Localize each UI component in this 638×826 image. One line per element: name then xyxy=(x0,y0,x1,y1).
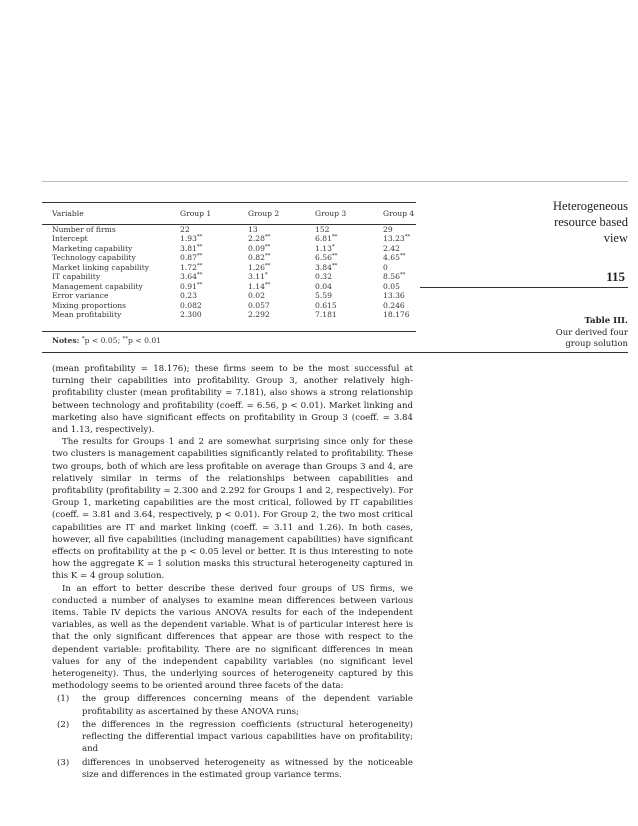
cell-value: 1.93 xyxy=(180,234,197,243)
notes-text-2: p < 0.01 xyxy=(128,336,162,345)
running-head-line-3: view xyxy=(603,231,628,245)
cell-group-2 xyxy=(248,282,315,292)
cell-group-2 xyxy=(248,301,315,311)
row-label: Error variance xyxy=(52,291,109,300)
margin-rule xyxy=(420,287,628,288)
cell-group-2 xyxy=(248,234,315,244)
cell-value: 3.81 xyxy=(180,243,197,253)
cell-value: 1.26 xyxy=(248,262,265,272)
cell-value: 1.13 xyxy=(315,243,332,253)
notes-text-1: p < 0.05; xyxy=(84,336,123,345)
row-label: Technology capability xyxy=(52,253,136,262)
table-row xyxy=(52,234,421,244)
cell-group-4 xyxy=(383,244,421,254)
list-item-number: (2) xyxy=(57,719,70,730)
cell-value: 13.36 xyxy=(383,291,405,300)
page-number: 115 xyxy=(606,269,625,284)
cell-value: 1.14 xyxy=(248,281,265,291)
table-row xyxy=(52,291,421,301)
cell-value: 18.176 xyxy=(383,310,410,319)
cell-value: 0.87 xyxy=(180,253,197,262)
cell-group-2 xyxy=(248,263,315,273)
cell-group-2 xyxy=(248,244,315,254)
row-label: Market linking capability xyxy=(52,262,150,272)
table-caption-line-2: group solution xyxy=(565,339,628,349)
list-item-number: (1) xyxy=(57,694,70,705)
body-text xyxy=(52,363,413,781)
significance-marker: ** xyxy=(264,262,271,269)
cell-value: 13.23 xyxy=(383,234,405,243)
cell-value: 7.181 xyxy=(315,310,337,319)
header-group-1: Group 1 xyxy=(180,209,212,218)
cell-group-3 xyxy=(315,282,383,292)
cell-group-3 xyxy=(315,253,383,263)
cell-group-4 xyxy=(383,272,421,282)
significance-marker: ** xyxy=(331,253,338,259)
cell-value: 0.082 xyxy=(180,300,202,310)
cell-value: 8.56 xyxy=(383,272,400,281)
notes-label: Notes: xyxy=(52,336,80,345)
cell-group-2 xyxy=(248,272,315,282)
list-item-text: differences in unobserved heterogeneity as witnessed by the noticeable size and differences in the estimated group variance terms. xyxy=(82,757,413,780)
cell-group-4 xyxy=(383,234,421,244)
table-row xyxy=(52,225,421,235)
cell-group-1 xyxy=(180,282,248,292)
row-label: IT capability xyxy=(52,272,101,281)
significance-marker: ** xyxy=(196,272,203,278)
cell-value: 3.64 xyxy=(180,272,197,281)
cell-group-4 xyxy=(383,291,421,301)
table-row xyxy=(52,263,421,273)
table-body xyxy=(52,225,421,320)
row-label: Management capability xyxy=(52,281,143,291)
paragraph-2: The results for Groups 1 and 2 are somewhat surprising since only for these two clusters is management capabilities significantly related to profitability. These two groups, both of which are less profitable on average than Groups 3 and 4, are relatively similar in terms of the relationships between capabilities and profitability (profitability = 2.300 and 2.292 for Groups 1 and 2, respectively). For Group 1, marketing capabilities are the most critical, followed by IT capabilities (coeff. = 3.81 and 3.64, respectively, p < 0.01). For Group 2, the two most critical capabilities are IT and market linking (coeff. = 3.11 and 1.26). In both cases, however, all five capabilities (including management capabilities) have significant effects on profitability at the p < 0.05 level or better. It is thus interesting to note how the aggregate K = 1 solution masks this structural heterogeneity captured in this K = 4 group solution. xyxy=(52,437,413,582)
list-item-text: the differences in the regression coefficients (structural heterogeneity) reflecting the differential impact various capabilities have on profitability; and xyxy=(82,719,413,755)
cell-value: 0.32 xyxy=(315,272,332,281)
cell-group-4 xyxy=(383,263,421,273)
cell-group-1 xyxy=(180,225,248,235)
significance-marker: ** xyxy=(331,262,338,269)
row-label: Marketing capability xyxy=(52,243,133,253)
cell-value: 0.246 xyxy=(383,300,405,310)
paragraph-1: (mean profitability = 18.176); these firms seem to be the most successful at turning their capabilities into profitability. Group 3, another relatively high-profitability cluster (mean profitability = 7.181), also shows a strong relationship between technology and profitability (coeff. = 6.56, p < 0.01). Market linking and marketing also have significant effects on profitability in Group 3 (coeff. = 3.84 and 1.13, respectively). xyxy=(52,364,413,436)
list-item xyxy=(52,693,413,717)
cell-value: 0.82 xyxy=(248,253,265,262)
list-item xyxy=(52,757,413,781)
table-notes xyxy=(52,336,161,345)
cell-group-4 xyxy=(383,301,421,311)
row-label: Intercept xyxy=(52,234,88,243)
cell-value: 3.84 xyxy=(315,262,332,272)
cell-value: 13 xyxy=(248,224,258,234)
cell-group-1 xyxy=(180,301,248,311)
table-row xyxy=(52,282,421,292)
table-row xyxy=(52,272,421,282)
cell-value: 0 xyxy=(383,262,388,272)
significance-marker: ** xyxy=(196,243,203,250)
paragraph-3: In an effort to better describe these derived four groups of US firms, we conducted a number of analyses to examine mean differences between various items. Table IV depicts the various ANOVA results for each of the independent variables, as well as the dependent variable. What is of particular interest here is that the only significant differences that appear are those with respect to the dependent variable: profitability. There are no significant differences in mean values for any of the independent capability variables (no significant level heterogeneity). Thus, the underlying sources of heterogeneity captured by this methodology seems to be oriented around three facets of the data: xyxy=(52,583,413,692)
cell-group-3 xyxy=(315,225,383,235)
table-bottom-rule xyxy=(42,331,416,332)
significance-marker: ** xyxy=(399,253,406,259)
significance-marker: ** xyxy=(196,253,203,259)
facets-list xyxy=(52,693,413,780)
cell-value: 0.057 xyxy=(248,300,270,310)
row-label: Mean profitability xyxy=(52,310,122,319)
cell-value: 0.02 xyxy=(248,291,265,300)
cell-group-1 xyxy=(180,310,248,320)
cell-group-2 xyxy=(248,253,315,263)
table-row xyxy=(52,253,421,263)
cell-value: 6.81 xyxy=(315,234,332,243)
cell-value: 0.91 xyxy=(180,281,197,291)
table-row xyxy=(52,301,421,311)
significance-marker: ** xyxy=(264,243,271,250)
significance-marker: ** xyxy=(404,234,411,240)
header-group-2: Group 2 xyxy=(248,209,280,218)
cell-group-3 xyxy=(315,272,383,282)
notes-sig-1: * xyxy=(81,336,85,342)
cell-value: 0.23 xyxy=(180,291,197,300)
cell-value: 5.59 xyxy=(315,291,332,300)
cell-group-2 xyxy=(248,225,315,235)
significance-marker: ** xyxy=(264,234,271,240)
significance-marker: ** xyxy=(264,281,271,288)
cell-group-2 xyxy=(248,310,315,320)
cell-value: 4.65 xyxy=(383,253,400,262)
cell-group-4 xyxy=(383,282,421,292)
list-item-text: the group differences concerning means of the dependent variable profitability as ascertained by these ANOVA runs; xyxy=(82,694,413,717)
cell-value: 2.28 xyxy=(248,234,265,243)
cell-group-3 xyxy=(315,310,383,320)
row-label: Mixing proportions xyxy=(52,300,127,310)
results-table xyxy=(52,209,421,320)
significance-marker: * xyxy=(331,243,335,250)
table-top-rule xyxy=(42,202,416,203)
list-item xyxy=(52,719,413,756)
significance-marker: ** xyxy=(196,262,203,269)
significance-marker: ** xyxy=(196,281,203,288)
cell-group-4 xyxy=(383,225,421,235)
significance-marker: * xyxy=(264,272,268,278)
cell-value: 0.05 xyxy=(383,281,400,291)
cell-group-4 xyxy=(383,310,421,320)
notes-rule xyxy=(42,352,628,353)
table-header-row xyxy=(52,209,421,225)
cell-group-4 xyxy=(383,253,421,263)
header-group-4: Group 4 xyxy=(383,209,415,218)
running-head xyxy=(438,198,628,246)
cell-group-3 xyxy=(315,301,383,311)
cell-value: 2.42 xyxy=(383,243,400,253)
cell-group-1 xyxy=(180,263,248,273)
cell-value: 6.56 xyxy=(315,253,332,262)
top-rule xyxy=(42,181,628,182)
cell-group-2 xyxy=(248,291,315,301)
header-variable: Variable xyxy=(52,209,84,218)
header-group-3: Group 3 xyxy=(315,209,347,218)
cell-group-3 xyxy=(315,234,383,244)
row-label: Number of firms xyxy=(52,224,116,234)
cell-group-3 xyxy=(315,263,383,273)
cell-group-1 xyxy=(180,253,248,263)
cell-group-3 xyxy=(315,291,383,301)
significance-marker: ** xyxy=(399,272,406,278)
cell-group-1 xyxy=(180,272,248,282)
cell-group-1 xyxy=(180,234,248,244)
cell-value: 0.04 xyxy=(315,281,332,291)
cell-value: 22 xyxy=(180,224,190,234)
significance-marker: ** xyxy=(331,234,338,240)
table-caption xyxy=(508,316,628,351)
table-caption-title: Table III. xyxy=(584,316,628,326)
significance-marker: ** xyxy=(264,253,271,259)
cell-value: 0.615 xyxy=(315,300,337,310)
cell-value: 2.300 xyxy=(180,310,202,319)
table-row xyxy=(52,244,421,254)
cell-value: 1.72 xyxy=(180,262,197,272)
cell-value: 152 xyxy=(315,224,330,234)
table-row xyxy=(52,310,421,320)
running-head-line-1: Heterogeneous xyxy=(553,199,628,213)
cell-value: 3.11 xyxy=(248,272,265,281)
notes-sig-2: ** xyxy=(122,336,129,342)
cell-value: 0.09 xyxy=(248,243,265,253)
cell-value: 29 xyxy=(383,224,393,234)
cell-group-1 xyxy=(180,244,248,254)
significance-marker: ** xyxy=(196,234,203,240)
list-item-number: (3) xyxy=(57,757,70,768)
table-caption-line-1: Our derived four xyxy=(555,327,628,338)
cell-value: 2.292 xyxy=(248,310,270,319)
cell-group-3 xyxy=(315,244,383,254)
running-head-line-2: resource based xyxy=(554,215,628,229)
cell-group-1 xyxy=(180,291,248,301)
